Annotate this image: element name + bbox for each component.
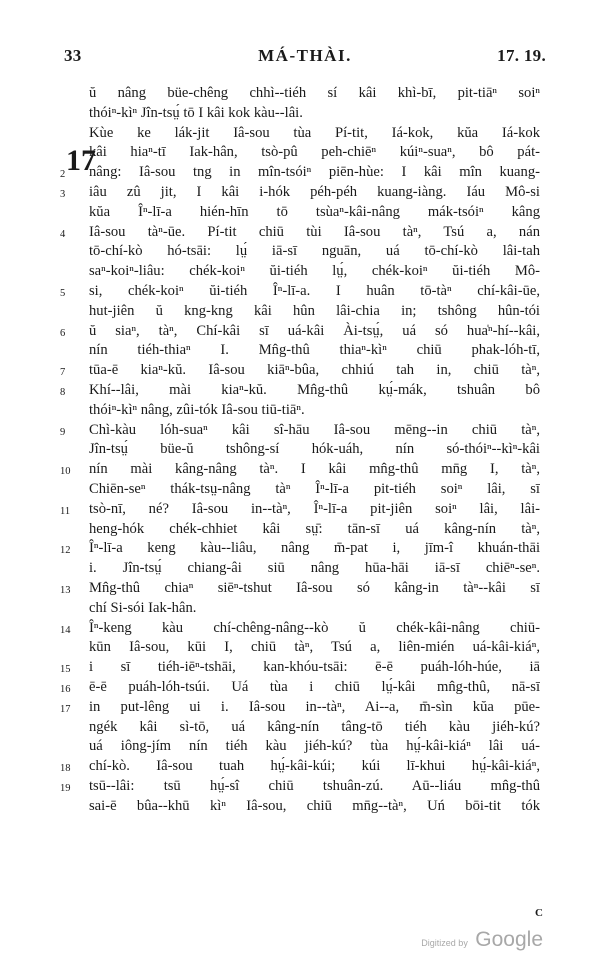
line-text: Chiēn-seⁿ thák-tsṳ-nâng tàⁿ Îⁿ-lī-a pit-tiéh soiⁿ lâi, sī (89, 480, 540, 497)
text-line (0, 599, 615, 619)
line-text: tsū--lâi: tsū hṳ́-sî chiū tshuân-zú. Aū--liáu mn̂g-thû (89, 777, 540, 794)
text-line (0, 718, 615, 738)
line-text: kūn Iâ-sou, kūi I, chiū tàⁿ, Tsú a, liên-mién uá-kâi-kiáⁿ, (89, 639, 540, 656)
chapter-verse-reference: 17. 19. (497, 46, 546, 65)
text-line (0, 737, 615, 757)
signature-mark: C (535, 907, 543, 919)
line-text: tsò-nī, né? Iâ-sou in--tàⁿ, Îⁿ-lī-a pit-jiên soiⁿ lâi, lâi- (89, 500, 540, 517)
line-text: saⁿ-koiⁿ-liâu: chék-koiⁿ ŭi-tiéh lṳ́, chék-koiⁿ ŭi-tiéh Mô- (89, 263, 540, 280)
text-line (0, 559, 615, 579)
text-line (0, 104, 615, 124)
text-line (0, 262, 615, 282)
chapter-number: 17 (66, 144, 96, 177)
line-text: nín mài kâng-nâng tàⁿ. I kâi mn̂g-thû mn̄g I, tàⁿ, (89, 461, 540, 478)
line-text: ŭ nâng büe-chêng chhì--tiéh sí kâi khì-bī, pit-tiāⁿ soiⁿ (89, 85, 540, 101)
line-text: Iâ-sou tàⁿ-ūe. Pí-tit chiū tùi Iâ-sou tàⁿ, Tsú a, nán (89, 223, 540, 240)
text-line (0, 757, 615, 777)
text-line (0, 658, 615, 678)
line-text: Jîn-tsṳ́ büe-ŭ tshông-sí hók-uáh, nín só-thóiⁿ--kìⁿ-kâi (89, 441, 540, 458)
text-line (0, 381, 615, 401)
text-line (0, 223, 615, 243)
line-text: Khí--lâi, mài kiaⁿ-kŭ. Mn̂g-thû kṳ́-mák, tshuân bô (89, 381, 540, 398)
text-line (0, 183, 615, 203)
verse-number: 19 (60, 782, 71, 794)
line-text: sai-ē bûa--khū kìⁿ Iâ-sou, chiū mn̄g--tàⁿ, Uń bōi-tit tók (89, 797, 540, 814)
text-line (0, 421, 615, 441)
verse-number: 16 (60, 683, 71, 695)
verse-number: 13 (60, 584, 71, 596)
verse-number: 8 (60, 386, 66, 398)
text-line (0, 124, 615, 144)
line-text: chí Si-sói Iak-hân. (89, 599, 197, 616)
verse-number: 6 (60, 327, 66, 339)
line-text: in put-lêng ui i. Iâ-sou in--tàⁿ, Ai--a, m̄-sìn kŭa pūe- (89, 698, 540, 715)
book-title: MÁ-THÀI. (258, 46, 352, 65)
line-text: Îⁿ-keng kàu chí-chêng-nâng--kò ŭ chék-kâi-nâng chiū- (89, 619, 540, 636)
text-body (0, 84, 615, 816)
verse-number: 5 (60, 287, 66, 299)
verse-number: 7 (60, 367, 66, 379)
line-text: heng-hók chék-chhiet kâi sṳ̄: tān-sī uá kâng-nín tàⁿ, (89, 520, 540, 537)
watermark-prefix: Digitized by (421, 938, 468, 948)
line-text: kŭa Îⁿ-lī-a hién-hīn tō tsùaⁿ-kâi-nâng mák-tsóiⁿ kâng (89, 203, 540, 220)
line-text: tō-chí-kò hó-tsāi: lṳ́ iā-sī nguān, uá tō-chí-kò lâi-tah (89, 243, 540, 260)
line-text: ē-ē puáh-lóh-tsúi. Uá tùa i chiū lṳ́-kâi mn̂g-thû, nā-sī (89, 678, 540, 695)
line-text: iâu zû jit, I kâi i-hók péh-péh kuang-iàng. Iáu Mô-si (89, 183, 540, 200)
running-header (64, 46, 546, 70)
text-line (0, 242, 615, 262)
text-line (0, 520, 615, 540)
verse-number: 10 (60, 466, 71, 478)
line-text: ngék kâi sì-tō, uá kâng-nín tâng-tō tiéh kàu jiéh-kú? (89, 718, 540, 735)
verse-number: 11 (60, 505, 71, 517)
line-text: hut-jiên ŭ kng-kng kâi hûn lâi-chia in; tshông hûn-tói (89, 302, 540, 319)
line-text: kâi hiaⁿ-tī Iak-hân, tsò-pû peh-chiēⁿ kúiⁿ-suaⁿ, bô pát- (89, 144, 540, 161)
text-line (0, 638, 615, 658)
text-line (0, 302, 615, 322)
text-line (0, 678, 615, 698)
line-text: nâng: Iâ-sou tng in mîn-tsóiⁿ piēn-hùe: I kâi mîn kuang- (89, 164, 540, 181)
line-text: thóiⁿ-kìⁿ nâng, zûi-tók Iâ-sou tiū-tiāⁿ. (89, 401, 305, 418)
line-text: thóiⁿ-kìⁿ Jîn-tsṳ́ tō I kâi kok kàu--lâi. (89, 104, 303, 121)
verse-number: 14 (60, 624, 71, 636)
line-text: Kùe ke lák-jit Iâ-sou tùa Pí-tit, Iá-kok, kŭa Iá-kok (89, 124, 540, 141)
line-text: uá iông-jím nín tiéh kàu jiéh-kú? tùa hṳ́-kâi-kiáⁿ lâi uá- (89, 738, 540, 755)
line-text: si, chék-koiⁿ ŭi-tiéh Îⁿ-lī-a. I huân tō-tàⁿ chí-kâi-ūe, (89, 282, 540, 299)
line-text: Îⁿ-lī-a keng kàu--liâu, nâng m̄-pat i, jīm-î khuán-thāi (89, 540, 540, 557)
text-line (0, 619, 615, 639)
verse-number: 12 (60, 545, 71, 557)
watermark-brand: Google (475, 928, 543, 951)
verse-number: 9 (60, 426, 66, 438)
text-line (0, 698, 615, 718)
text-line (0, 480, 615, 500)
text-line (0, 282, 615, 302)
text-line (0, 341, 615, 361)
verse-number: 17 (60, 703, 71, 715)
text-line (0, 163, 615, 183)
google-watermark (421, 928, 543, 952)
line-text: ŭ siaⁿ, tàⁿ, Chí-kâi sī uá-kâi Ài-tsṳ́, uá só hua̍ⁿ-hí--kâi, (89, 322, 540, 339)
text-line (0, 84, 615, 104)
line-text: Mn̂g-thû chiaⁿ siēⁿ-tshut Iâ-sou só kâng-in tàⁿ--kâi sī (89, 579, 540, 596)
text-line (0, 539, 615, 559)
line-text: chí-kò. Iâ-sou tuah hṳ́-kâi-kúi; kúi lī-khui hṳ́-kâi-kiáⁿ, (89, 758, 540, 775)
text-line (0, 361, 615, 381)
text-line (0, 777, 615, 797)
line-text: Chì-kàu lóh-suaⁿ kâi sî-hāu Iâ-sou mēng--in chiū tàⁿ, (89, 421, 540, 438)
text-line (0, 143, 615, 163)
text-line (0, 401, 615, 421)
verse-number: 18 (60, 763, 71, 775)
line-text: i. Jîn-tsṳ́ chiang-âi siū nâng hūa-hāi iā-sī chiēⁿ-seⁿ. (89, 560, 540, 577)
line-text: tūa-ē kiaⁿ-kŭ. Iâ-sou kiāⁿ-bûa, chhiú tah in, chiū tàⁿ, (89, 362, 540, 379)
line-text: i sī tiéh-iēⁿ-tshāi, kan-khóu-tsāi: ē-ē puáh-lóh-húe, iā (89, 659, 540, 676)
verse-number: 2 (60, 169, 66, 181)
text-line (0, 440, 615, 460)
text-line (0, 500, 615, 520)
text-line (0, 203, 615, 223)
verse-number: 4 (60, 228, 66, 240)
text-line (0, 460, 615, 480)
verse-number: 3 (60, 188, 66, 200)
text-line (0, 579, 615, 599)
text-line (0, 322, 615, 342)
line-text: nín tiéh-thiaⁿ I. Mn̂g-thû thiaⁿ-kìⁿ chiū phak-lóh-tī, (89, 342, 540, 359)
verse-number: 15 (60, 664, 71, 676)
page-number: 33 (64, 46, 82, 65)
text-line (0, 797, 615, 817)
